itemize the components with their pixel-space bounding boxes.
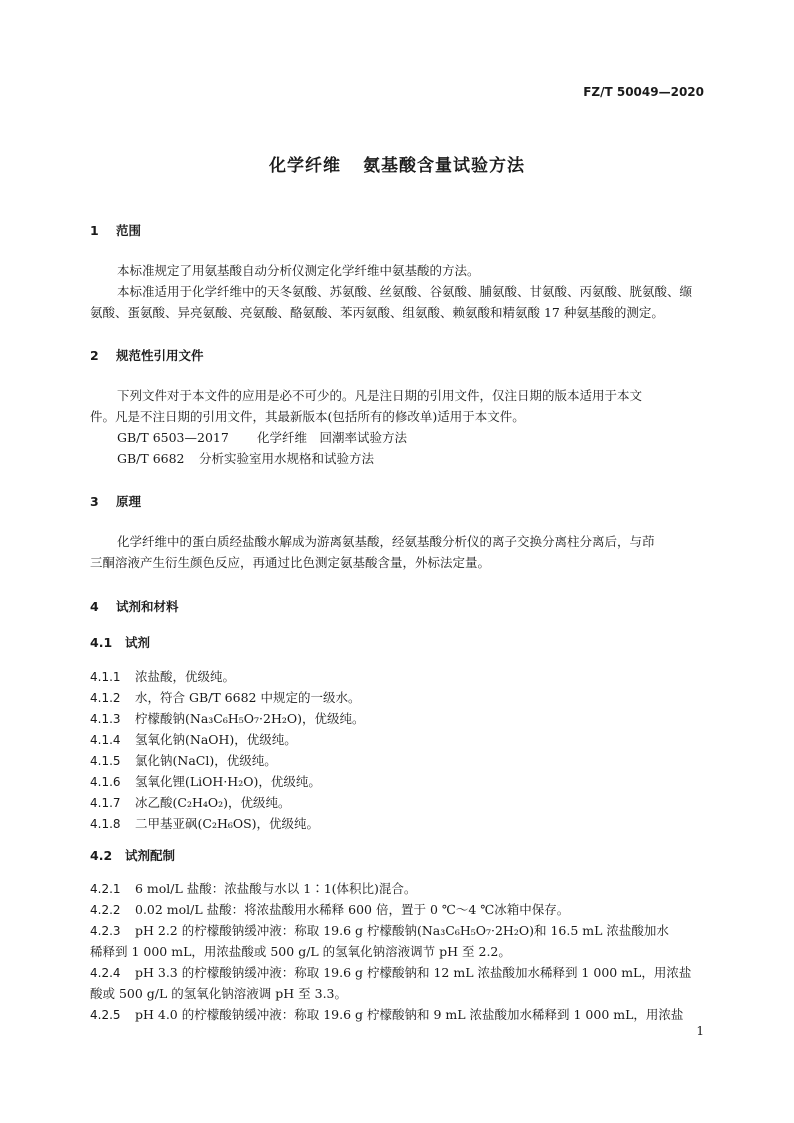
item-number: 4.1.1 <box>90 670 121 684</box>
list-item <box>90 1005 683 1023</box>
item-text: 氯化钠(NaCl)，优级纯。 <box>135 753 277 768</box>
item-number: 4.1.8 <box>90 817 121 831</box>
list-item <box>90 772 321 790</box>
item-continuation: 稀释到 1 000 mL，用浓盐酸或 500 g/L 的氢氧化钠溶液调节 pH 至 2.2。 <box>90 944 511 959</box>
list-item <box>90 709 365 727</box>
section-heading-reagents <box>90 597 179 615</box>
subsection-heading-reagent-preparation <box>90 846 175 864</box>
page-number: 1 <box>696 1024 704 1038</box>
paragraph: 化学纤维中的蛋白质经盐酸水解成为游离氨基酸，经氨基酸分析仪的离子交换分离柱分离后，与茚 <box>117 534 655 549</box>
item-continuation: 酸或 500 g/L 的氢氧化钠溶液调 pH 至 3.3。 <box>90 986 347 1001</box>
item-number: 4.1.5 <box>90 754 121 768</box>
subsection-title: 试剂配制 <box>125 848 176 863</box>
list-item <box>90 688 360 706</box>
subsection-title: 试剂 <box>125 635 151 650</box>
item-text: 0.02 mol/L 盐酸：将浓盐酸用水稀释 600 倍，置于 0 ℃～4 ℃冰箱中保存。 <box>135 902 570 917</box>
section-title: 范围 <box>116 223 142 238</box>
item-number: 4.1.4 <box>90 733 121 747</box>
paragraph: 本标准适用于化学纤维中的天冬氨酸、苏氨酸、丝氨酸、谷氨酸、脯氨酸、甘氨酸、丙氨酸、胱氨酸、缬 <box>117 284 693 299</box>
item-text: 浓盐酸，优级纯。 <box>135 669 236 684</box>
list-item <box>90 963 691 981</box>
item-number: 4.2.2 <box>90 903 121 917</box>
item-number: 4.2.5 <box>90 1008 121 1022</box>
item-number: 4.1.3 <box>90 712 121 726</box>
list-item <box>90 900 569 918</box>
section-number: 4 <box>90 599 99 614</box>
list-item <box>90 730 297 748</box>
reference-title: 化学纤维 回潮率试验方法 <box>257 430 408 445</box>
item-text: 柠檬酸钠(Na₃C₆H₅O₇·2H₂O)，优级纯。 <box>135 711 365 726</box>
item-text: 冰乙酸(C₂H₄O₂)，优级纯。 <box>135 795 291 810</box>
item-number: 4.1.2 <box>90 691 121 705</box>
paragraph-continuation: 氨酸、蛋氨酸、异亮氨酸、亮氨酸、酪氨酸、苯丙氨酸、组氨酸、赖氨酸和精氨酸 17 种氨基酸的测定。 <box>90 305 664 320</box>
section-title: 规范性引用文件 <box>116 348 204 363</box>
section-title: 原理 <box>116 494 142 509</box>
section-heading-normative-references <box>90 346 204 364</box>
list-item <box>90 793 291 811</box>
item-text: 水，符合 GB/T 6682 中规定的一级水。 <box>135 690 361 705</box>
paragraph-continuation: 件。凡是不注日期的引用文件，其最新版本(包括所有的修改单)适用于本文件。 <box>90 409 525 424</box>
section-heading-principle <box>90 492 141 510</box>
reference-code: GB/T 6503—2017 <box>117 430 229 445</box>
paragraph: 本标准规定了用氨基酸自动分析仪测定化学纤维中氨基酸的方法。 <box>117 263 480 278</box>
item-number: 4.2.1 <box>90 882 121 896</box>
item-number: 4.1.6 <box>90 775 121 789</box>
subsection-number: 4.1 <box>90 635 113 650</box>
list-item <box>90 921 669 939</box>
section-title: 试剂和材料 <box>116 599 179 614</box>
section-heading-scope <box>90 221 141 239</box>
standard-code: FZ/T 50049—2020 <box>583 85 704 99</box>
title-part-1: 化学纤维 <box>269 156 341 176</box>
item-text: 6 mol/L 盐酸：浓盐酸与水以 1∶1(体积比)混合。 <box>135 881 417 896</box>
list-item <box>90 667 235 685</box>
item-text: 氢氧化钠(NaOH)，优级纯。 <box>135 732 297 747</box>
reference-entry <box>117 428 407 446</box>
section-number: 1 <box>90 223 99 238</box>
subsection-number: 4.2 <box>90 848 113 863</box>
section-number: 3 <box>90 494 99 509</box>
item-text: pH 4.0 的柠檬酸钠缓冲液：称取 19.6 g 柠檬酸钠和 9 mL 浓盐酸加水稀释到 1 000 mL，用浓盐 <box>135 1007 684 1022</box>
subsection-heading-reagents <box>90 633 150 651</box>
list-item <box>90 879 416 897</box>
reference-title: 分析实验室用水规格和试验方法 <box>199 451 375 466</box>
list-item <box>90 814 319 832</box>
reference-entry <box>117 449 374 467</box>
list-item <box>90 751 277 769</box>
paragraph-continuation: 三酮溶液产生衍生颜色反应，再通过比色测定氨基酸含量，外标法定量。 <box>90 555 491 570</box>
item-number: 4.2.3 <box>90 924 121 938</box>
item-text: pH 3.3 的柠檬酸钠缓冲液：称取 19.6 g 柠檬酸钠和 12 mL 浓盐酸加水稀释到 1 000 mL，用浓盐 <box>135 965 692 980</box>
title-part-2: 氨基酸含量试验方法 <box>363 156 525 176</box>
item-text: 二甲基亚砜(C₂H₆OS)，优级纯。 <box>135 816 320 831</box>
reference-code: GB/T 6682 <box>117 451 185 466</box>
document-title <box>0 151 794 176</box>
item-number: 4.1.7 <box>90 796 121 810</box>
item-text: 氢氧化锂(LiOH·H₂O)，优级纯。 <box>135 774 321 789</box>
item-number: 4.2.4 <box>90 966 121 980</box>
paragraph: 下列文件对于本文件的应用是必不可少的。凡是注日期的引用文件，仅注日期的版本适用于本文 <box>117 388 643 403</box>
section-number: 2 <box>90 348 99 363</box>
item-text: pH 2.2 的柠檬酸钠缓冲液：称取 19.6 g 柠檬酸钠(Na₃C₆H₅O₇·2H₂O)和 16.5 mL 浓盐酸加水 <box>135 923 669 938</box>
